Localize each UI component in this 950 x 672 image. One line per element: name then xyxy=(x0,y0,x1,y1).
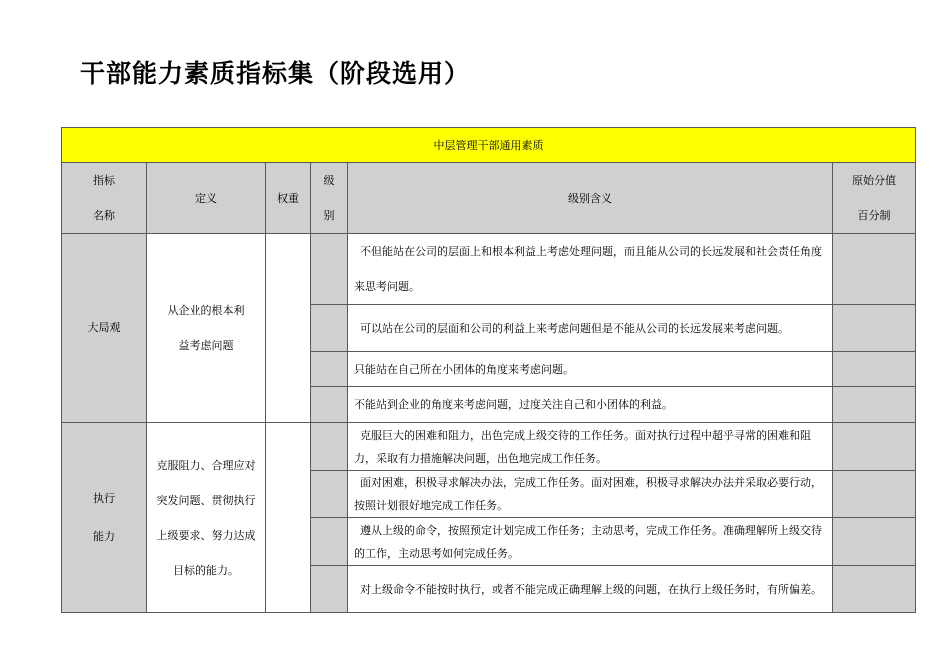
header-score-line2: 百分制 xyxy=(857,209,891,222)
indicator-definition xyxy=(147,234,266,423)
section-banner-row xyxy=(62,128,916,163)
level-meaning-text: 克服巨大的困难和阻力，出色完成上级交待的工作任务。面对执行过程中超乎寻常的困难和阻力，采取有力措施解决问题，出色地完成工作任务。 xyxy=(354,428,811,465)
level-cell xyxy=(311,518,348,566)
level-cell xyxy=(311,566,348,613)
header-level-line2: 别 xyxy=(323,209,335,222)
definition-line: 突发问题、贯彻执行 xyxy=(156,493,256,507)
level-meaning: 只能站在自己所在小团体的角度来考虑问题。 xyxy=(348,352,833,387)
level-meaning-text: 不但能站在公司的层面上和根本利益上考虑处理问题，而且能从公司的长远发展和社会责任角度来思考问题。 xyxy=(354,245,822,293)
score-cell xyxy=(833,305,916,352)
indicator-definition xyxy=(147,423,266,613)
indicator-name: 大局观 xyxy=(62,234,147,423)
score-cell xyxy=(833,471,916,518)
definition-line: 目标的能力。 xyxy=(173,563,239,577)
header-weight: 权重 xyxy=(266,163,311,234)
level-meaning xyxy=(348,305,833,352)
score-cell xyxy=(833,566,916,613)
level-cell xyxy=(311,305,348,352)
header-level-line1: 级 xyxy=(323,174,335,187)
level-meaning xyxy=(348,234,833,305)
definition-line: 克服阻力、合理应对 xyxy=(156,458,256,472)
score-cell xyxy=(833,518,916,566)
level-cell xyxy=(311,423,348,471)
indicator-name xyxy=(62,423,147,613)
section-title: 中层管理干部通用素质 xyxy=(62,128,916,163)
level-meaning xyxy=(348,423,833,471)
weight-cell xyxy=(266,234,311,423)
score-cell xyxy=(833,387,916,423)
header-indicator-name xyxy=(62,163,147,234)
level-meaning xyxy=(348,566,833,613)
table-row xyxy=(62,234,916,305)
header-indicator-line1: 指标 xyxy=(93,174,115,187)
level-meaning-text: 遵从上级的命令，按照预定计划完成工作任务；主动思考，完成工作任务。准确理解所上级交待的工作，主动思考如何完成任务。 xyxy=(354,523,822,560)
level-cell xyxy=(311,387,348,423)
header-indicator-line2: 名称 xyxy=(93,209,115,222)
level-meaning-text: 面对困难，积极寻求解决办法，完成工作任务。面对困难，积极寻求解决办法并采取必要行动，按照计划很好地完成工作任务。 xyxy=(354,476,822,512)
score-cell xyxy=(833,352,916,387)
level-cell xyxy=(311,234,348,305)
level-cell xyxy=(311,471,348,518)
header-level-meaning: 级别含义 xyxy=(348,163,833,234)
level-meaning-text: 对上级命令不能按时执行，或者不能完成正确理解上级的问题，在执行上级任务时，有所偏差。 xyxy=(360,582,822,596)
definition-line: 上级要求、努力达成 xyxy=(156,528,256,542)
definition-line: 益考虑问题 xyxy=(178,339,234,352)
score-cell xyxy=(833,234,916,305)
definition-line: 从企业的根本利 xyxy=(167,304,245,317)
level-cell xyxy=(311,352,348,387)
header-row xyxy=(62,163,916,234)
level-meaning: 不能站到企业的角度来考虑问题，过度关注自己和小团体的利益。 xyxy=(348,387,833,423)
header-definition: 定义 xyxy=(147,163,266,234)
weight-cell xyxy=(266,423,311,613)
page-title: 干部能力素质指标集（阶段选用） xyxy=(80,59,471,88)
level-meaning xyxy=(348,471,833,518)
indicator-name-line: 能力 xyxy=(93,529,115,543)
level-meaning-text: 可以站在公司的层面和公司的利益上来考虑问题但是不能从公司的长远发展来考虑问题。 xyxy=(360,321,789,335)
table-row xyxy=(62,423,916,471)
header-original-score xyxy=(833,163,916,234)
indicator-name-line: 执行 xyxy=(93,491,115,505)
competency-table xyxy=(61,127,916,613)
header-score-line1: 原始分值 xyxy=(852,174,896,187)
score-cell xyxy=(833,423,916,471)
level-meaning xyxy=(348,518,833,566)
header-level xyxy=(311,163,348,234)
